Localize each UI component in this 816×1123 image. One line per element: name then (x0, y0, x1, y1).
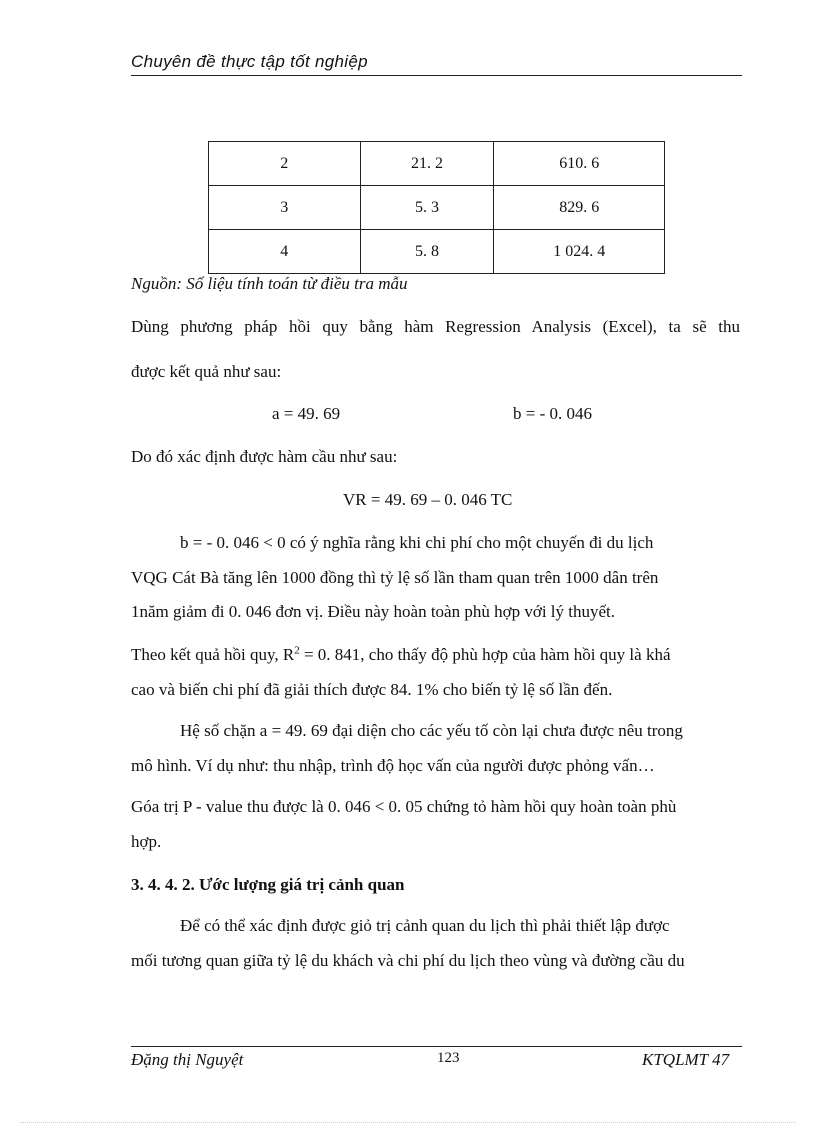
paragraph-line: được kết quả như sau: (131, 362, 282, 381)
footer-rule (131, 1046, 742, 1047)
text-fragment: Theo kết quả hồi quy, R (131, 645, 295, 664)
table-cell: 829. 6 (494, 186, 665, 230)
table-row (209, 230, 665, 274)
paragraph-line: b = - 0. 046 < 0 có ý nghĩa rằng khi chi phí cho một chuyến đi du lịch (180, 533, 654, 552)
page-number: 123 (437, 1050, 460, 1066)
paragraph-line: Góa trị P - value thu được là 0. 046 < 0. 05 chứng tỏ hàm hồi quy hoàn toàn phù (131, 797, 677, 816)
table-cell: 21. 2 (360, 142, 494, 186)
table-cell: 2 (209, 142, 361, 186)
demand-equation: VR = 49. 69 – 0. 046 TC (343, 490, 513, 509)
paragraph-line-r-squared (131, 645, 671, 665)
table-cell: 4 (209, 230, 361, 274)
section-heading: 3. 4. 4. 2. Ước lượng giá trị cảnh quan (131, 875, 405, 894)
table-row (209, 142, 665, 186)
source-note: Nguồn: Số liệu tính toán từ điều tra mẫu (131, 274, 408, 293)
footer-author: Đặng thị Nguyệt (131, 1050, 244, 1069)
table-cell: 5. 3 (360, 186, 494, 230)
footer-class-code: KTQLMT 47 (642, 1050, 730, 1069)
paragraph-line: Để có thể xác định được giỏ trị cảnh quan du lịch thì phải thiết lập được (180, 916, 670, 935)
table-cell: 610. 6 (494, 142, 665, 186)
coefficient-b: b = - 0. 046 (513, 404, 592, 423)
coefficient-a: a = 49. 69 (272, 404, 341, 423)
table-row (209, 186, 665, 230)
page-header-title: Chuyên đề thực tập tốt nghiệp (131, 52, 368, 71)
header-rule (131, 75, 742, 76)
paragraph-line: VQG Cát Bà tăng lên 1000 đồng thì tỷ lệ số lần tham quan trên 1000 dân trên (131, 568, 659, 587)
table-cell: 5. 8 (360, 230, 494, 274)
table-cell: 3 (209, 186, 361, 230)
paragraph-line: mô hình. Ví dụ như: thu nhập, trình độ học vấn của người được phỏng vấn… (131, 756, 655, 775)
paragraph-line: Do đó xác định được hàm cầu như sau: (131, 447, 398, 466)
paragraph-line: Dùng phương pháp hồi quy bằng hàm Regression Analysis (Excel), ta sẽ thu (131, 317, 740, 336)
paragraph-line: cao và biến chi phí đã giải thích được 84. 1% cho biến tỷ lệ số lần đến. (131, 680, 613, 699)
paragraph-line: 1năm giảm đi 0. 046 đơn vị. Điều này hoàn toàn phù hợp với lý thuyết. (131, 602, 616, 621)
text-fragment: = 0. 841, cho thấy độ phù hợp của hàm hồi quy là khá (299, 645, 671, 664)
table-cell: 1 024. 4 (494, 230, 665, 274)
superscript: 2 (294, 644, 300, 657)
paragraph-line: hợp. (131, 832, 162, 851)
data-table (208, 141, 665, 274)
paragraph-line: mối tương quan giữa tỷ lệ du khách và chi phí du lịch theo vùng và đường cầu du (131, 951, 685, 970)
paragraph-line: Hệ số chặn a = 49. 69 đại diện cho các yếu tố còn lại chưa được nêu trong (180, 721, 683, 740)
